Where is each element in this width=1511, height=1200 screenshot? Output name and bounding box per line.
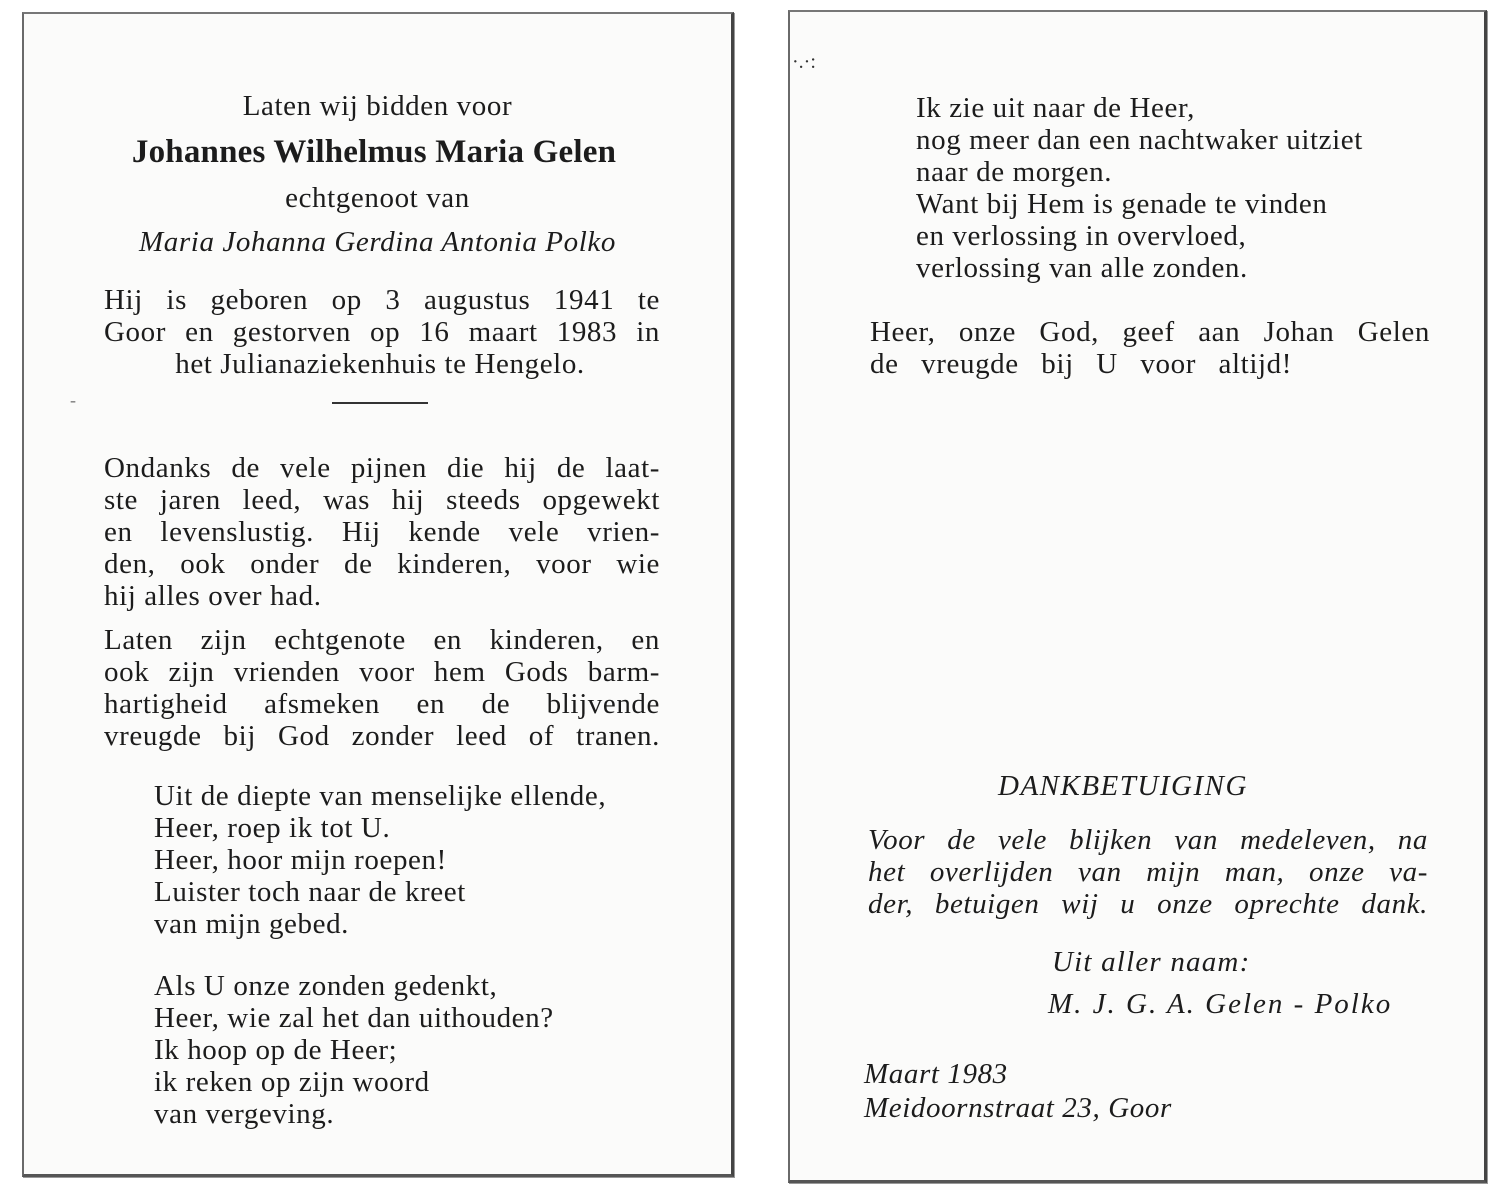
signatory-name: M. J. G. A. Gelen - Polko <box>1048 988 1393 1020</box>
prayer-line: Heer, onze God, geef aan Johan Gelen <box>870 316 1430 348</box>
thanks-line: het overlijden van mijn man, onze va- <box>868 856 1428 888</box>
thanks-line: Voor de vele blijken van medeleven, na <box>868 824 1428 856</box>
psalm-line: verlossing van alle zonden. <box>916 252 1248 284</box>
intro-line: Laten wij bidden voor <box>242 90 513 122</box>
divider-rule <box>332 402 428 404</box>
address-line: Meidoornstraat 23, Goor <box>864 1092 1172 1124</box>
paragraph-line: en levenslustig. Hij kende vele vrien- <box>104 516 660 548</box>
spouse-name: Maria Johanna Gerdina Antonia Polko <box>139 226 616 258</box>
psalm-line: Heer, hoor mijn roepen! <box>154 844 447 876</box>
prayer-line: de vreugde bij U voor altijd! <box>870 348 1292 380</box>
relation-line: echtgenoot van <box>285 182 470 214</box>
psalm-line: ik reken op zijn woord <box>154 1066 430 1098</box>
thanks-title: DANKBETUIGING <box>998 770 1248 802</box>
paragraph-line: den, ook onder de kinderen, voor wie <box>104 548 660 580</box>
psalm-line: Luister toch naar de kreet <box>154 876 466 908</box>
psalm-line: Ik hoop op de Heer; <box>154 1034 398 1066</box>
print-specks: ·.·: <box>792 51 816 73</box>
deceased-name: Johannes Wilhelmus Maria Gelen <box>131 134 617 170</box>
birth-death-line: het Julianaziekenhuis te Hengelo. <box>175 348 585 380</box>
paragraph-line: Ondanks de vele pijnen die hij de laat- <box>104 452 660 484</box>
psalm-line: Want bij Hem is genade te vinden <box>916 188 1328 220</box>
paragraph-line: hij alles over had. <box>104 580 322 612</box>
date-line: Maart 1983 <box>864 1058 1008 1090</box>
paragraph-line: hartigheid afsmeken en de blijvende <box>104 688 660 720</box>
psalm-line: Heer, roep ik tot U. <box>154 812 391 844</box>
psalm-line: van mijn gebed. <box>154 908 350 940</box>
psalm-line: Als U onze zonden gedenkt, <box>154 970 498 1002</box>
birth-death-line: Goor en gestorven op 16 maart 1983 in <box>104 316 660 348</box>
psalm-line: van vergeving. <box>154 1098 335 1130</box>
paragraph-line: vreugde bij God zonder leed of tranen. <box>104 720 660 752</box>
paragraph-line: ook zijn vrienden voor hem Gods barm- <box>104 656 660 688</box>
psalm-line: Uit de diepte van menselijke ellende, <box>154 780 607 812</box>
psalm-line: Heer, wie zal het dan uithouden? <box>154 1002 554 1034</box>
birth-death-line: Hij is geboren op 3 augustus 1941 te <box>104 284 660 316</box>
memorial-card-left <box>22 12 734 1177</box>
on-behalf-line: Uit aller naam: <box>1052 946 1251 978</box>
psalm-line: nog meer dan een nachtwaker uitziet <box>916 124 1363 156</box>
psalm-line: naar de morgen. <box>916 156 1113 188</box>
memorial-card-right <box>788 10 1487 1183</box>
psalm-line: Ik zie uit naar de Heer, <box>916 92 1195 124</box>
paragraph-line: ste jaren leed, was hij steeds opgewekt <box>104 484 660 516</box>
paragraph-line: Laten zijn echtgenote en kinderen, en <box>104 624 660 656</box>
margin-speck: - <box>70 390 76 410</box>
thanks-line: der, betuigen wij u onze oprechte dank. <box>868 888 1428 920</box>
psalm-line: en verlossing in overvloed, <box>916 220 1247 252</box>
